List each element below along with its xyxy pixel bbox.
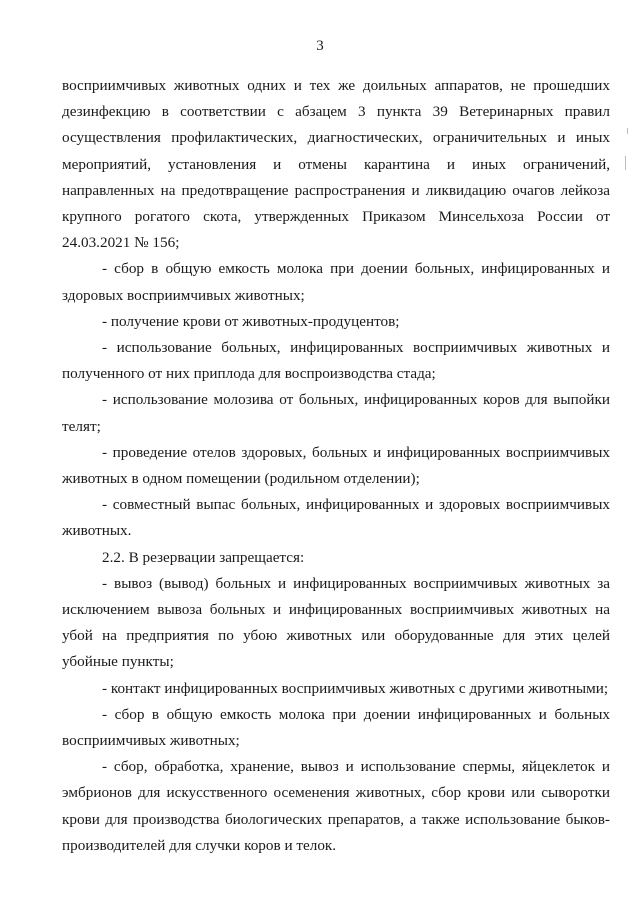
list-item-breeding-use: - использование больных, инфицированных восприимчивых животных и полученного от них приплода для воспроизводства стада;: [62, 339, 610, 383]
page-number: 3: [316, 38, 324, 54]
list-item-calving: - проведение отелов здоровых, больных и инфицированных восприимчивых животных в одном помещении (родильном отделении);: [62, 443, 610, 488]
section-heading-2-2: 2.2. В резервации запрещается:: [102, 548, 305, 566]
paragraph-continuation: восприимчивых животных одних и тех же доильных аппаратов, не прошедших дезинфекцию в соответствии с абзацем 3 пункта 39 Ветеринарных правил осуществления профилактических, диагностических, ограничительных и иных мероприятий, установления и отмены карантина и иных ограничений, направленных на предотвращение распространения и ликвидацию очагов лейкоза крупного рогатого скота, утвержденных Приказом Минсельхоза России от 24.03.2021 № 156;: [62, 77, 610, 252]
list-item-export: - вывоз (вывод) больных и инфицированных восприимчивых животных за исключением вывоза больных и инфицированных восприимчивых животных на убой на предприятия по убою животных или оборудованные для этих целей убойные пункты;: [62, 574, 610, 671]
list-item-blood-collection: - получение крови от животных-продуцентов;: [102, 312, 400, 330]
list-item-contact: - контакт инфицированных восприимчивых животных с другими животными;: [102, 679, 609, 697]
list-item-colostrum-use: - использование молозива от больных, инфицированных коров для выпойки телят;: [62, 391, 610, 435]
scan-artifact-mark: [627, 128, 628, 134]
list-item-grazing: - совместный выпас больных, инфицированных и здоровых восприимчивых животных.: [62, 496, 610, 540]
list-item-milk-collection: - сбор в общую емкость молока при доении больных, инфицированных и здоровых восприимчивых животных;: [62, 260, 610, 304]
list-item-insemination: - сбор, обработка, хранение, вывоз и использование спермы, яйцеклеток и эмбрионов для искусственного осеменения животных, сбор крови или сыворотки крови для производства биологических препаратов, а также использование быков-производителей для случки коров и телок.: [62, 758, 610, 854]
scan-artifact-mark: [625, 156, 626, 170]
list-item-milk-collection-infected: - сбор в общую емкость молока при доении инфицированных и больных восприимчивых животных;: [62, 705, 610, 750]
document-body: [62, 73, 610, 859]
